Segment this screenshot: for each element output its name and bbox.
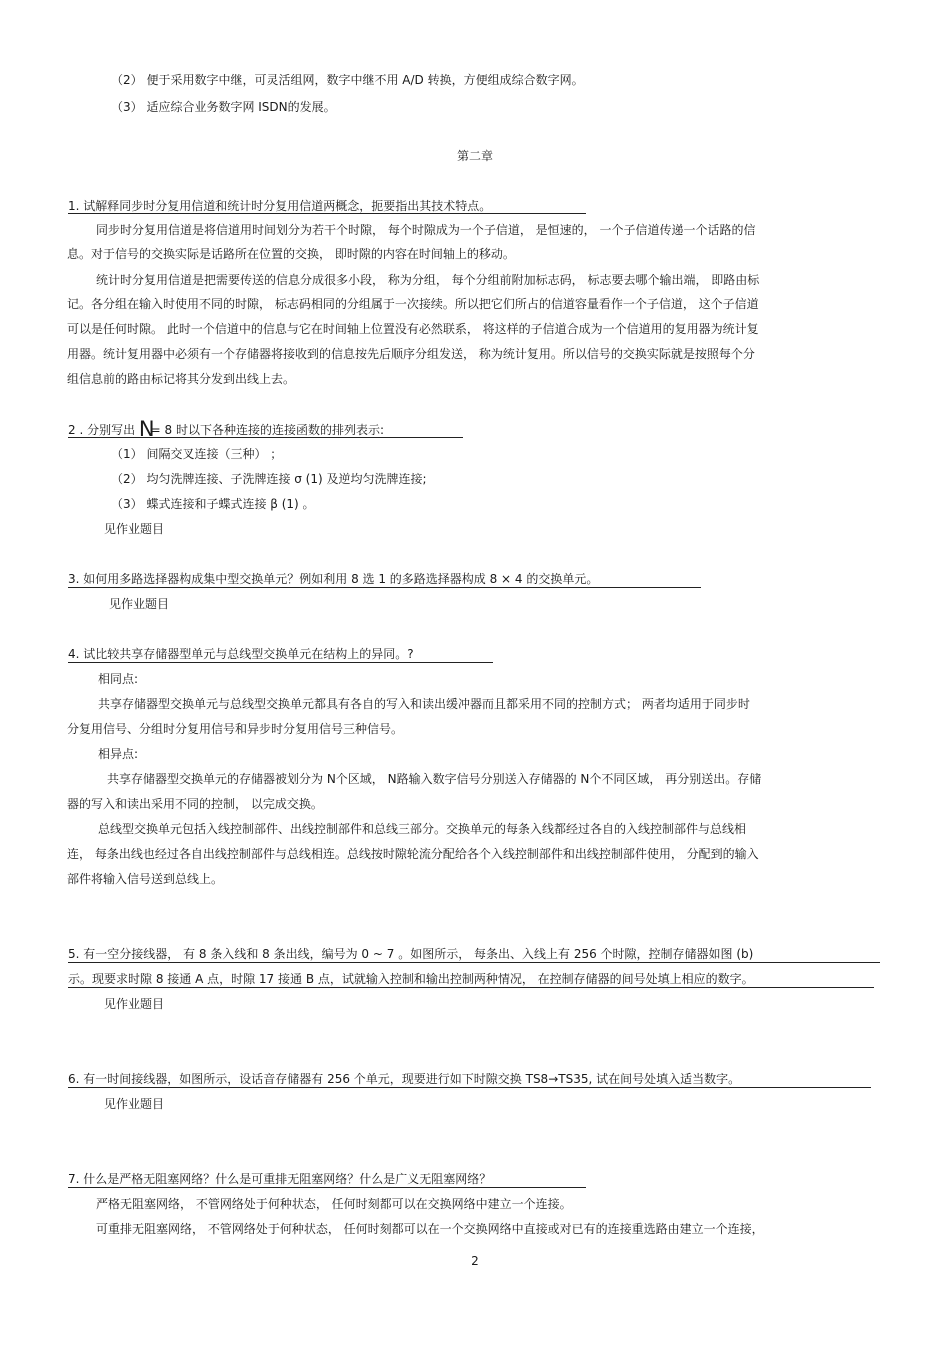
q1-line-5: 可以是任何时隙。 此时一个信道中的信息与它在时间轴上位置没有必然联系， 将这样的子信道合成为一个信道用的复用器为统计复 (67, 322, 759, 336)
q4-line-1: 共享存储器型交换单元与总线型交换单元都具有各自的写入和读出缓冲器而且都采用不同的控制方式； 两者均适用于同步时 (98, 697, 750, 711)
question-7: 7. 什么是严格无阻塞网络？什么是可重排无阻塞网络？什么是广义无阻塞网络？ (68, 1172, 492, 1186)
question-5-line-2: 示。现要求时隙 8 接通 A 点，时隙 17 接通 B 点，试就输入控制和输出控制两种情况， 在控制存储器的间号处填上相应的数字。 (68, 972, 754, 986)
question-2-suffix: = 8 时以下各种连接的连接函数的排列表示: (150, 423, 384, 437)
q5-answer: 见作业题目 (104, 997, 165, 1011)
question-5-line-1: 5. 有一空分接线器， 有 8 条入线和 8 条出线，编号为 0 ~ 7 。如图所示， 每条出、入线上有 256 个时隙，控制存储器如图 (b) (68, 947, 754, 961)
q2-sub-1: （1） 间隔交叉连接（三种） ； (111, 447, 283, 461)
question-3-underline (68, 587, 701, 588)
q1-line-7: 组信息前的路由标记将其分发到出线上去。 (67, 372, 296, 386)
q4-same-label: 相同点: (98, 672, 139, 686)
question-2-n: N (138, 417, 151, 441)
top-item-3: （3） 适应综合业务数字网 ISDN的发展。 (111, 100, 336, 114)
q4-line-7: 部件将输入信号送到总线上。 (67, 872, 224, 886)
q2-sub-2: （2） 均匀洗牌连接、子洗牌连接 σ (1) 及逆均匀洗牌连接; (111, 472, 427, 486)
question-1: 1. 试解释同步时分复用信道和统计时分复用信道两概念，扼要指出其技术特点。 (68, 199, 492, 213)
q1-line-2: 息。对于信号的交换实际是话路所在位置的交换， 即时隙的内容在时间轴上的移动。 (67, 247, 515, 261)
chapter-title: 第二章 (456, 149, 493, 163)
q4-line-4: 器的写入和读出采用不同的控制， 以完成交换。 (67, 797, 323, 811)
q4-line-6: 连， 每条出线也经过各自出线控制部件与总线相连。总线按时隙轮流分配给各个入线控制部件和出线控制部件使用， 分配到的输入 (67, 847, 759, 861)
q1-line-4: 记。各分组在输入时使用不同的时隙， 标志码相同的分组属于一次接续。所以把它们所占的信道容量看作一个子信道， 这个子信道 (67, 297, 759, 311)
q4-line-5: 总线型交换单元包括入线控制部件、出线控制部件和总线三部分。交换单元的每条入线都经过各自的入线控制部件与总线相 (98, 822, 747, 836)
q3-answer: 见作业题目 (109, 597, 170, 611)
question-6-underline (68, 1087, 871, 1088)
q4-line-3: 共享存储器型交换单元的存储器被划分为 N个区域， N路输入数字信号分别送入存储器的 N个不同区域， 再分别送出。存储 (107, 772, 762, 786)
question-1-underline (68, 213, 586, 214)
q2-sub-3: （3） 蝶式连接和子蝶式连接 β (1) 。 (111, 497, 315, 511)
question-7-underline (68, 1187, 586, 1188)
question-5-underline-2 (68, 987, 874, 988)
q6-answer: 见作业题目 (104, 1097, 165, 1111)
q7-line-1: 严格无阻塞网络， 不管网络处于何种状态， 任何时刻都可以在交换网络中建立一个连接。 (96, 1197, 572, 1211)
question-5-underline-1 (68, 962, 880, 963)
q4-diff-label: 相异点: (98, 747, 139, 761)
question-4: 4. 试比较共享存储器型单元与总线型交换单元在结构上的异同。? (68, 647, 414, 661)
question-2-underline (68, 437, 463, 438)
question-4-underline (68, 662, 493, 663)
q4-line-2: 分复用信号、分组时分复用信号和异步时分复用信号三种信号。 (67, 722, 404, 736)
q7-line-2: 可重排无阻塞网络， 不管网络处于何种状态， 任何时刻都可以在一个交换网络中直接或对已有的连接重选路由建立一个连接， (96, 1222, 764, 1236)
q1-line-3: 统计时分复用信道是把需要传送的信息分成很多小段， 称为分组， 每个分组前附加标志码， 标志要去哪个输出端， 即路由标 (96, 273, 760, 287)
q1-line-1: 同步时分复用信道是将信道用时间划分为若干个时隙， 每个时隙成为一个子信道， 是恒速的， 一个子信道传递一个话路的信 (96, 223, 756, 237)
page-number: 2 (471, 1254, 479, 1268)
question-2 (68, 417, 384, 441)
top-item-2: （2） 便于采用数字中继，可灵活组网，数字中继不用 A/D 转换，方便组成综合数字网。 (111, 73, 584, 87)
question-3: 3. 如何用多路选择器构成集中型交换单元？例如利用 8 选 1 的多路选择器构成 8 × 4 的交换单元。 (68, 572, 599, 586)
question-2-prefix: 2 . 分别写出 (68, 423, 139, 437)
q1-line-6: 用器。统计复用器中必须有一个存储器将接收到的信息按先后顺序分组发送， 称为统计复用。所以信号的交换实际就是按照每个分 (67, 347, 755, 361)
q2-answer: 见作业题目 (104, 522, 165, 536)
question-6: 6. 有一时间接线器，如图所示，设话音存储器有 256 个单元，现要进行如下时隙交换 TS8→TS35, 试在间号处填入适当数字。 (68, 1072, 741, 1086)
